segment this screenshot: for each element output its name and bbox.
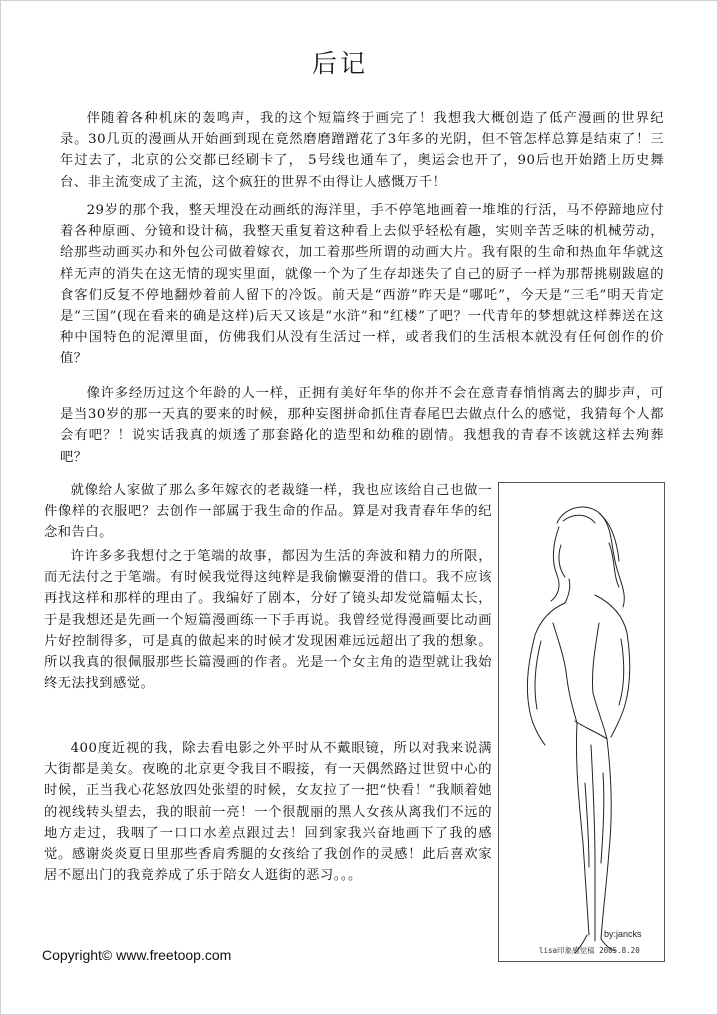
paragraph-1: 伴随着各种机床的轰鸣声，我的这个短篇终于画完了！我想我大概创造了低产漫画的世界纪录。30几页的漫画从开始画到现在竟然磨磨蹭蹭花了3年多的光阴，但不管怎样总算是结束了！三年过去了，北京的公交都已经刷卡了， 5号线也通车了，奥运会也开了，90后也开始踏上历史舞台、非主流变成了主流，这个疯狂的世界不由得让人感慨万千！	[60, 111, 664, 190]
page-title: 后记	[311, 49, 368, 78]
paragraph-2: 29岁的那个我，整天埋没在动画纸的海洋里，手不停笔地画着一堆堆的行活，马不停蹄地应付着各种原画、分镜和设计稿，我整天重复着这种看上去似乎轻松有趣，实则辛苦乏味的机械劳动，给那些动画买办和外包公司做着嫁衣，加工着那些所谓的动画大片。我有限的生命和热血年华就这样无声的消失在这无情的现实里面，就像一个为了生存却迷失了自己的厨子一样为那帮挑剔跋扈的食客们反复不停地翻炒着前人留下的冷饭。前天是“西游”昨天是“哪吒”，今天是“三毛”明天肯定是“三国”(现在看来的确是这样)后天又该是“水浒”和“红楼”了吧？一代青年的梦想就这样葬送在这种中国特色的泥潭里面，仿佛我们从没有生活过一样，或者我们的生活根本就没有任何创作的价值？	[60, 203, 664, 367]
paragraph-4: 就像给人家做了那么多年嫁衣的老裁缝一样，我也应该给自己也做一件像样的衣服吧？去创作一部属于我生命的作品。算是对我青春年华的纪念和告白。	[44, 483, 492, 541]
sketch-illustration	[498, 482, 665, 962]
paragraph-3: 像许多经历过这个年龄的人一样，正拥有美好年华的你并不会在意青春悄悄离去的脚步声，可是当30岁的那一天真的要来的时候，那种妄图拼命抓住青春尾巴去做点什么的感觉，我猜每个人都会有吧？！说实话我真的烦透了那套路化的造型和幼稚的剧情。我想我的青春不该就这样去殉葬吧？	[60, 386, 664, 465]
copyright-footer: Copyright© www.freetoop.com	[42, 947, 232, 963]
illustration-credit-line: lisa印象感觉稿 2005.8.20	[539, 946, 640, 955]
woman-sketch-drawing	[499, 483, 664, 961]
paragraph-6: 400度近视的我，除去看电影之外平时从不戴眼镜，所以对我来说满大街都是美女。夜晚的北京更令我目不暇接，有一天偶然路过世贸中心的时候，正当我心花怒放四处张望的时候，女友拉了一把“快看！”我顺着她的视线转头望去，我的眼前一亮！一个很靓丽的黑人女孩从离我们不远的地方走过，我咽了一口口水差点跟过去！回到家我兴奋地画下了我的感觉。感谢炎炎夏日里那些香肩秀腿的女孩给了我创作的灵感！此后喜欢家居不愿出门的我竟养成了乐于陪女人逛街的恶习。。。	[44, 741, 492, 884]
paragraph-5: 许许多多我想付之于笔端的故事，都因为生活的奔波和精力的所限，而无法付之于笔端。有时候我觉得这纯粹是我偷懒耍滑的借口。我不应该再找这样和那样的理由了。我编好了剧本，分好了镜头却发觉篇幅太长，于是我想还是先画一个短篇漫画练一下手再说。我曾经觉得漫画要比动画片好控制得多，可是真的做起来的时候才发现困难远远超出了我的想象。所以我真的很佩服那些长篇漫画的作者。光是一个女主角的造型就让我始终无法找到感觉。	[44, 549, 492, 692]
illustration-credit-by: by:jancks	[604, 929, 642, 939]
